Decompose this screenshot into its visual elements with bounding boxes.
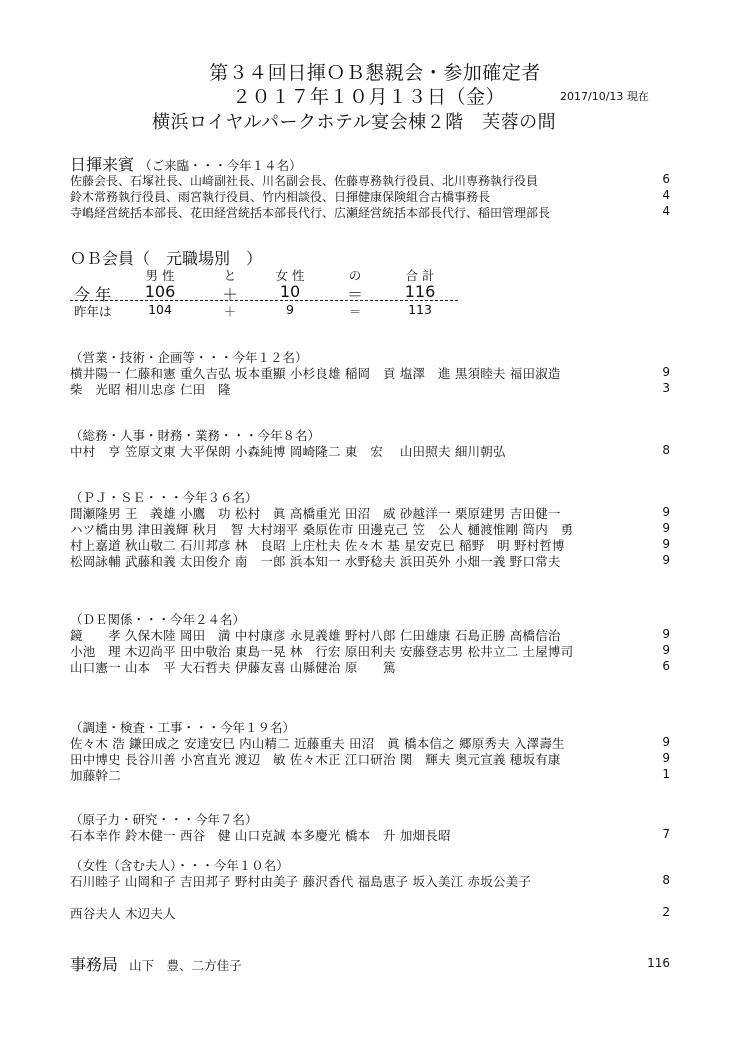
section-title-nuclear: （原子力・研究・・・今年７名） [70,812,258,827]
section-row: 西谷夫人 木辺夫人 [70,906,176,921]
section-row: 鏡 孝 久保木陸 岡田 満 中村康彦 永見義雄 野村八郎 仁田雄康 石島正勝 高橋信治 [70,628,561,643]
guest-row-2: 鈴木常務執行役員、雨宮執行役員、竹内相談役、日揮健康保険組合古橋事務長 [70,190,491,204]
this-year-plus: ＋ [221,285,238,304]
page-title: 第３４回日揮ＯＢ懇親会・参加確定者 [209,62,541,84]
office-block [70,952,242,975]
this-year-equals: ＝ [346,285,363,304]
col-female-label: 女 性 [275,268,305,283]
section-row: 松岡詠輔 武藤和義 太田俊介 南 一郎 浜本知一 水野稔夫 浜田英外 小畑一義 野口常夫 [70,554,561,569]
section-row-count: 9 [662,537,670,551]
section-row-count: 1 [662,767,670,781]
section-row: 横井陽一 仁藤和憲 重久吉弘 坂本重顯 小杉良雄 稲岡 貢 塩澤 進 黒須睦夫 福田淑造 [70,366,561,381]
col-total-label: 合 計 [405,268,435,283]
section-row: 間瀬隆男 王 義雄 小鷹 功 松村 眞 高橋重光 田沼 威 砂越洋一 栗原建男 吉田健一 [70,506,561,521]
section-row: 中村 亨 笠原文東 大平保朗 小森純博 岡崎隆二 東 宏 山田照夫 細川朝弘 [70,444,506,459]
venue: 横浜ロイヤルパークホテル宴会棟２階 芙蓉の間 [152,112,557,133]
col-male-label: 男 性 [145,268,175,283]
section-row: 佐々木 浩 鎌田成之 安達安巳 内山精二 近藤重夫 田沼 眞 橋本信之 郷原秀夫 入澤壽生 [70,736,565,751]
section-row-count: 9 [662,553,670,567]
last-year-male: 104 [148,302,172,317]
section-row-count: 8 [662,443,670,457]
section-row: 山口憲一 山本 平 大石哲夫 伊藤友喜 山縣健治 原 篤 [70,660,396,675]
section-row-count: 9 [662,627,670,641]
section-row: 村上嘉道 秋山敬二 石川邦彦 林 良昭 上庄杜夫 佐々木 基 星安克巳 稲野 明 野村哲博 [70,538,565,553]
last-year-female: 9 [286,302,294,317]
this-year-total: 116 [404,282,436,301]
grand-total: 116 [647,956,670,970]
section-row: 石本幸作 鈴木健一 西谷 健 山口克誠 本多慶光 橋本 升 加畑長昭 [70,828,451,843]
section-row-count: 7 [662,827,670,841]
this-year-label: 今 年 [74,285,112,304]
section-row: 田中博史 長谷川善 小宮直光 渡辺 敏 佐々木正 江口研治 関 輝夫 奥元宣義 穂坂有康 [70,752,561,767]
section-title-pj-se: （ＰＪ・ＳＥ・・・今年３６名） [70,490,258,505]
last-year-label: 昨年は [74,304,112,319]
this-year-male: 106 [144,282,176,301]
guest-count-3: 4 [662,204,670,218]
office-names: 山下 豊、二方佳子 [129,958,242,973]
section-row-count: 9 [662,643,670,657]
section-title-procurement: （調達・検査・工事・・・今年１９名） [70,720,296,735]
last-year-equals: ＝ [348,304,362,319]
guest-row-1: 佐藤会長、石塚社長、山﨑副社長、川名副会長、佐藤専務執行役員、北川専務執行役員 [70,174,539,188]
col-and-label: と [223,268,237,283]
section-row-count: 9 [662,521,670,535]
section-row: 加藤幹二 [70,768,121,783]
section-row-count: 6 [662,659,670,673]
guest-count-1: 6 [662,172,670,186]
section-row-count: 2 [662,905,670,919]
office-label: 事務局 [70,955,119,974]
ob-divider [70,300,458,301]
section-row-count: 8 [662,873,670,887]
section-row-count: 9 [662,365,670,379]
this-year-female: 10 [279,282,301,301]
section-row-count: 3 [662,381,670,395]
guest-count-2: 4 [662,188,670,202]
section-title-de: （ＤＥ関係・・・今年２４名） [70,612,246,627]
section-row-count: 9 [662,735,670,749]
section-title-women: （女性（含む夫人）・・・今年１０名） [70,858,289,873]
event-date: ２０１７年１０月１３日（金） [232,86,506,108]
section-title-admin: （総務・人事・財務・業務・・・今年８名） [70,428,321,443]
last-year-total: 113 [408,302,432,317]
last-year-plus: ＋ [223,304,237,319]
section-row: 石川睦子 山岡和子 吉田邦子 野村由美子 藤沢香代 福島恵子 坂入美江 赤坂公美子 [70,874,532,889]
as-of-date: 2017/10/13 現在 [560,90,649,103]
col-of-label: の [348,268,362,283]
section-row-count: 9 [662,751,670,765]
guests-subheading: （ご来臨・・・今年１４名） [139,158,302,173]
section-row: ハツ橋由男 津田義輝 秋月 智 大村翊平 桑原佐市 田邊克己 笠 公人 樋渡惟剛 筒内 勇 [70,522,574,537]
section-row: 小池 理 木辺尚平 田中敬治 東島一晃 林 行宏 原田利夫 安藤登志男 松井立二 土屋博司 [70,644,574,659]
guest-row-3: 寺嶋経営統括本部長、花田経営統括本部長代行、広瀬経営統括本部長代行、稲田管理部長 [70,206,551,220]
guests-heading: 日揮来賓 [70,155,135,174]
section-row-count: 9 [662,505,670,519]
section-title-sales: （営業・技術・企画等・・・今年１２名） [70,350,308,365]
section-row: 柴 光昭 相川忠彦 仁田 隆 [70,382,231,397]
ob-heading: ＯＢ会員（ 元職場別 ） [70,249,263,268]
